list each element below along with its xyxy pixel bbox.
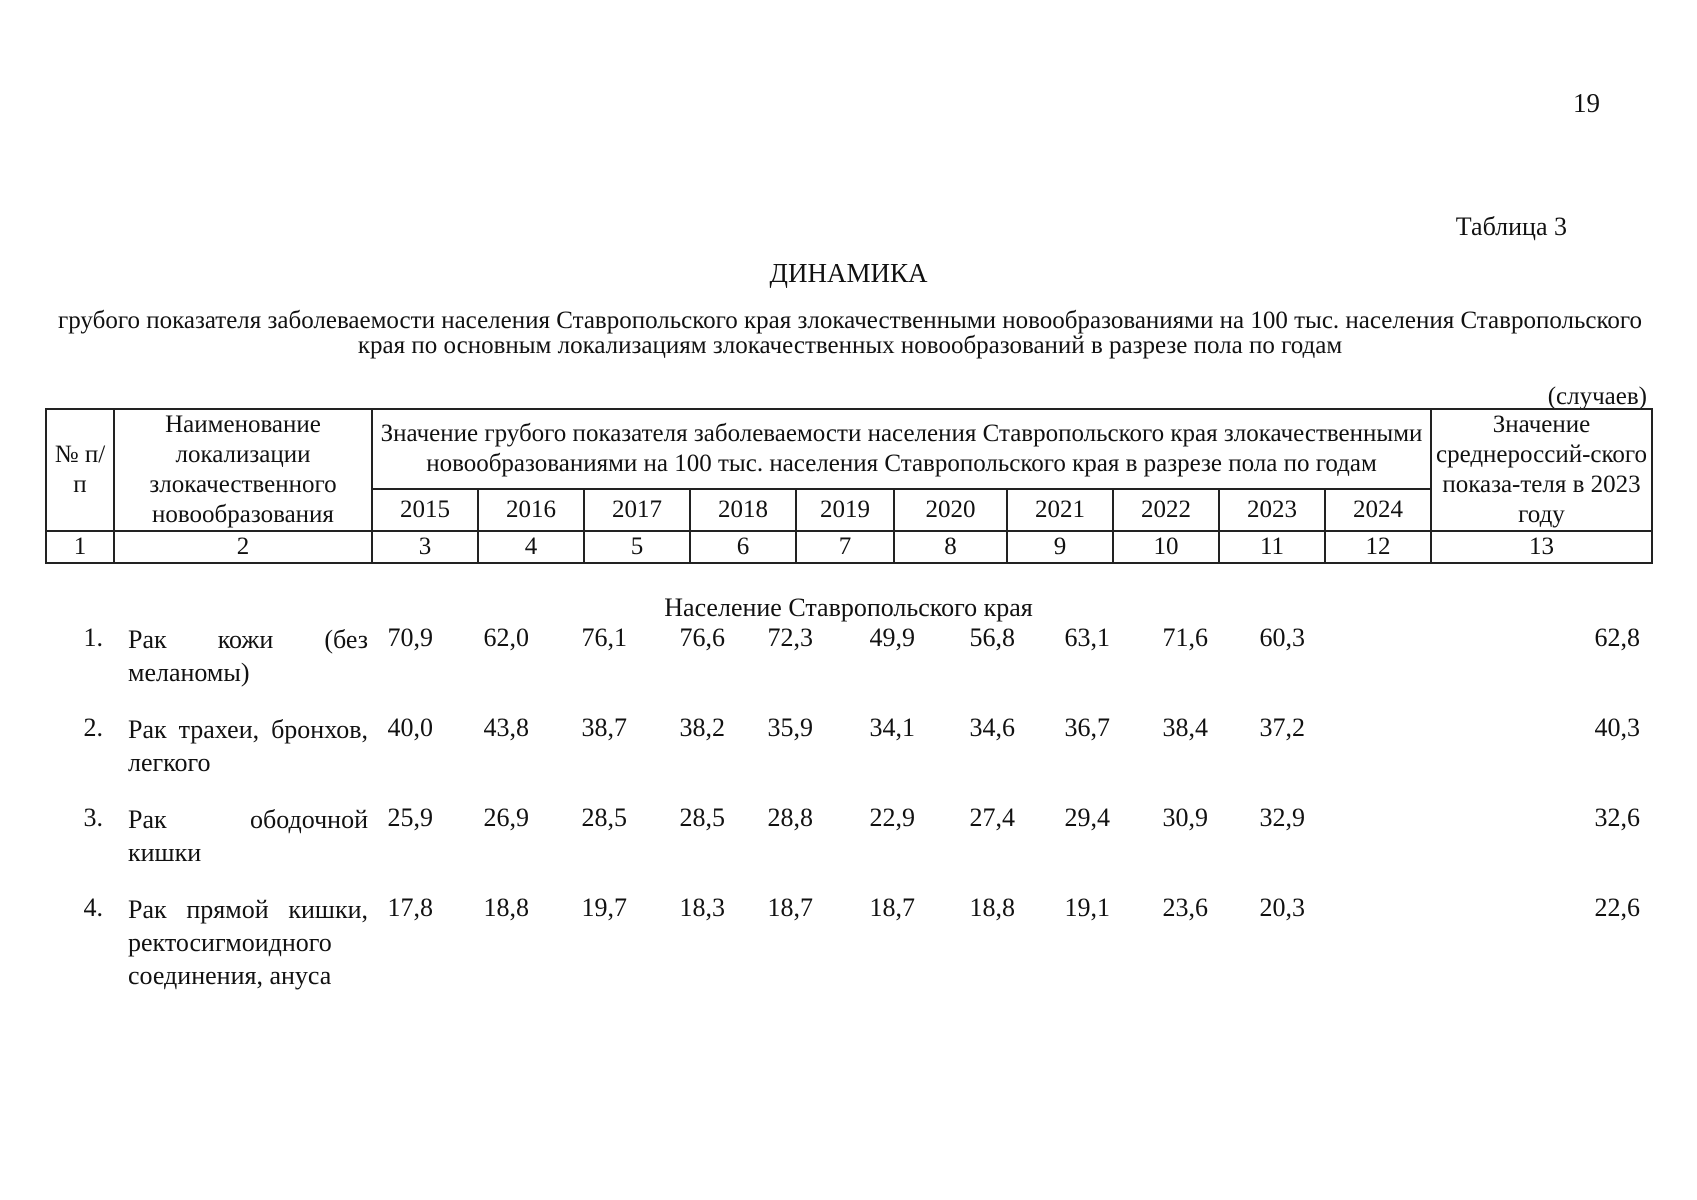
header-column-number: 6 bbox=[690, 531, 796, 563]
header-number: № п/п bbox=[46, 409, 114, 531]
row-value: 18,8 bbox=[969, 893, 1015, 922]
header-year: 2024 bbox=[1325, 489, 1431, 531]
header-column-number: 12 bbox=[1325, 531, 1431, 563]
row-value: 18,8 bbox=[483, 893, 529, 922]
row-value: 22,9 bbox=[869, 803, 915, 832]
header-group: Значение грубого показателя заболеваемости населения Ставропольского края злокачественными новообразованиями на 100 тыс. населения Ставропольского края в разрезе пола по годам bbox=[372, 409, 1431, 489]
row-value: 76,1 bbox=[581, 623, 627, 652]
row-value: 37,2 bbox=[1259, 713, 1305, 742]
header-column-number: 7 bbox=[796, 531, 894, 563]
header-column-number: 5 bbox=[584, 531, 690, 563]
row-value: 30,9 bbox=[1162, 803, 1208, 832]
row-value: 63,1 bbox=[1064, 623, 1110, 652]
row-value: 35,9 bbox=[767, 713, 813, 742]
header-year: 2019 bbox=[796, 489, 894, 531]
table-label: Таблица 3 bbox=[1455, 212, 1567, 241]
row-value: 29,4 bbox=[1064, 803, 1110, 832]
header-year: 2021 bbox=[1007, 489, 1113, 531]
row-value: 28,5 bbox=[679, 803, 725, 832]
header-column-number: 11 bbox=[1219, 531, 1325, 563]
row-value: 18,7 bbox=[869, 893, 915, 922]
header-year: 2017 bbox=[584, 489, 690, 531]
header-year: 2022 bbox=[1113, 489, 1219, 531]
row-name: Рак кожи (без меланомы) bbox=[128, 625, 368, 687]
row-average: 40,3 bbox=[1594, 713, 1640, 742]
units-label: (случаев) bbox=[1547, 383, 1647, 410]
row-value: 19,7 bbox=[581, 893, 627, 922]
header-name: Наименование локализации злокачественного новообразования bbox=[114, 409, 372, 531]
row-value: 60,3 bbox=[1259, 623, 1305, 652]
row-number: 3. bbox=[83, 803, 103, 832]
header-year: 2016 bbox=[478, 489, 584, 531]
row-value: 49,9 bbox=[869, 623, 915, 652]
document-subtitle: грубого показателя заболеваемости населения Ставропольского края злокачественными новообразованиями на 100 тыс. населения Ставропольского края по основным локализациям злокачественных новообразований в разрезе пола по годам bbox=[58, 307, 1642, 359]
header-year: 2018 bbox=[690, 489, 796, 531]
row-value: 38,4 bbox=[1162, 713, 1208, 742]
row-value: 34,6 bbox=[969, 713, 1015, 742]
header-year: 2020 bbox=[894, 489, 1007, 531]
header-column-number: 13 bbox=[1431, 531, 1652, 563]
row-value: 18,7 bbox=[767, 893, 813, 922]
table-header bbox=[45, 408, 1653, 564]
row-value: 18,3 bbox=[679, 893, 725, 922]
section-title: Население Ставропольского края bbox=[664, 593, 1033, 622]
page-number: 19 bbox=[1573, 88, 1600, 118]
row-value: 23,6 bbox=[1162, 893, 1208, 922]
header-average: Значение среднероссий-ского показа-теля в 2023 году bbox=[1431, 409, 1652, 531]
row-value: 40,0 bbox=[387, 713, 433, 742]
row-name: Рак трахеи, бронхов, легкого bbox=[128, 715, 368, 777]
row-number: 2. bbox=[83, 713, 103, 742]
row-average: 62,8 bbox=[1594, 623, 1640, 652]
header-column-number: 9 bbox=[1007, 531, 1113, 563]
row-value: 25,9 bbox=[387, 803, 433, 832]
header-column-number: 8 bbox=[894, 531, 1007, 563]
row-value: 27,4 bbox=[969, 803, 1015, 832]
row-value: 38,2 bbox=[679, 713, 725, 742]
row-value: 72,3 bbox=[767, 623, 813, 652]
row-value: 71,6 bbox=[1162, 623, 1208, 652]
row-value: 17,8 bbox=[387, 893, 433, 922]
document-title: ДИНАМИКА bbox=[769, 258, 928, 288]
header-column-number: 1 bbox=[46, 531, 114, 563]
row-name: Рак прямой кишки, ректосигмоидного соединения, ануса bbox=[128, 895, 368, 990]
row-value: 38,7 bbox=[581, 713, 627, 742]
row-number: 1. bbox=[83, 623, 103, 652]
row-name: Рак ободочной кишки bbox=[128, 805, 368, 867]
row-value: 28,8 bbox=[767, 803, 813, 832]
row-value: 76,6 bbox=[679, 623, 725, 652]
row-value: 19,1 bbox=[1064, 893, 1110, 922]
header-column-number: 2 bbox=[114, 531, 372, 563]
row-value: 34,1 bbox=[869, 713, 915, 742]
row-number: 4. bbox=[83, 893, 103, 922]
header-column-number: 3 bbox=[372, 531, 478, 563]
header-column-number: 10 bbox=[1113, 531, 1219, 563]
row-value: 26,9 bbox=[483, 803, 529, 832]
row-value: 28,5 bbox=[581, 803, 627, 832]
row-value: 32,9 bbox=[1259, 803, 1305, 832]
header-column-numbers bbox=[46, 531, 1652, 563]
header-year: 2015 bbox=[372, 489, 478, 531]
row-value: 20,3 bbox=[1259, 893, 1305, 922]
row-average: 32,6 bbox=[1594, 803, 1640, 832]
row-value: 70,9 bbox=[387, 623, 433, 652]
row-value: 43,8 bbox=[483, 713, 529, 742]
header-year: 2023 bbox=[1219, 489, 1325, 531]
row-average: 22,6 bbox=[1594, 893, 1640, 922]
row-value: 36,7 bbox=[1064, 713, 1110, 742]
row-value: 62,0 bbox=[483, 623, 529, 652]
row-value: 56,8 bbox=[969, 623, 1015, 652]
header-column-number: 4 bbox=[478, 531, 584, 563]
